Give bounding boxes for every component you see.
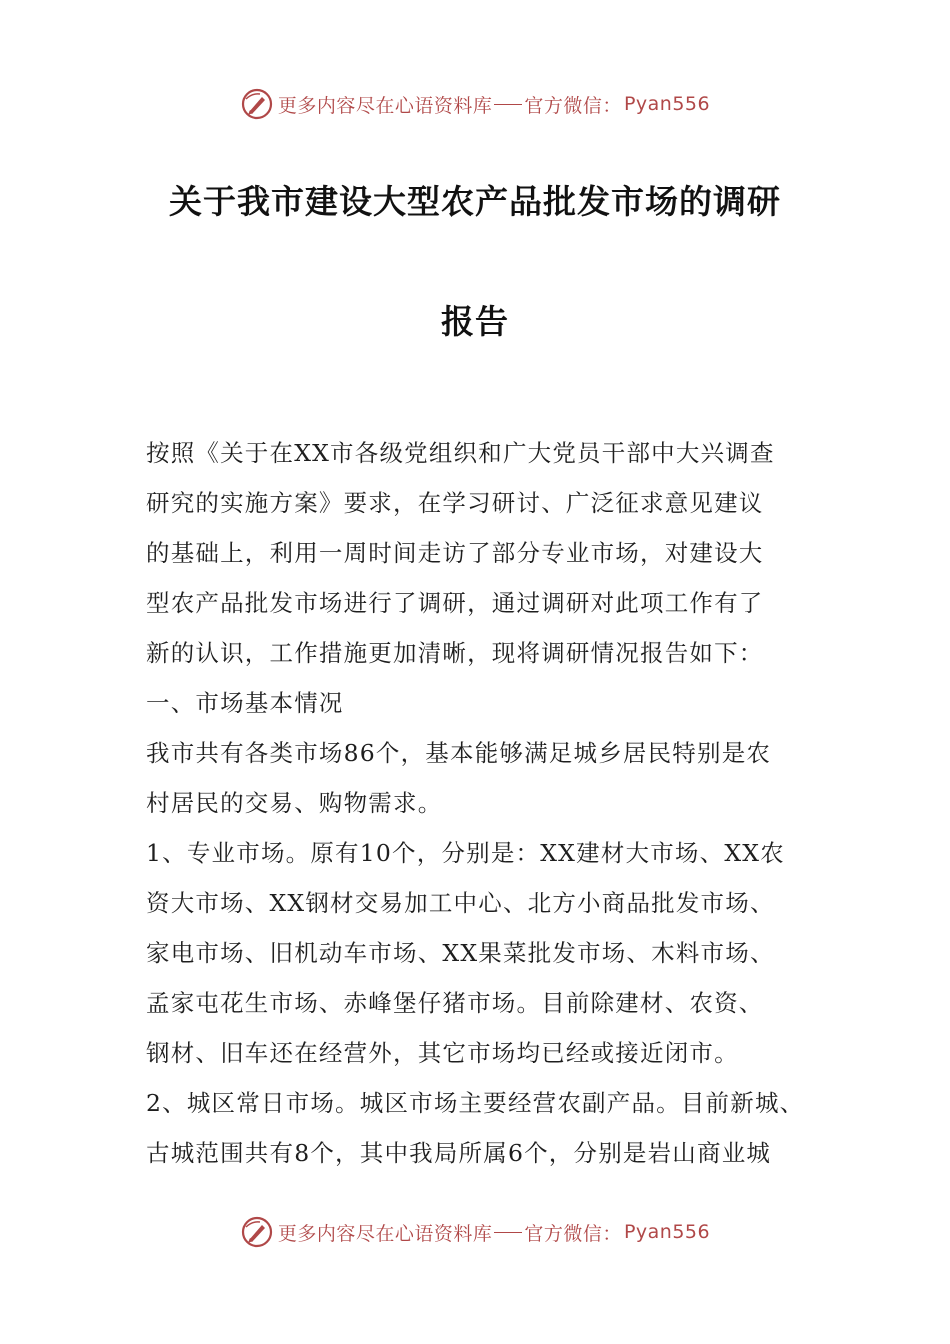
pen-logo-icon xyxy=(240,1215,274,1249)
body-line: 孟家屯花生市场、赤峰堡仔猪市场。目前除建材、农资、 xyxy=(146,989,764,1017)
watermark-suffix: 官方微信： xyxy=(524,1222,622,1245)
body-line: 村居民的交易、购物需求。 xyxy=(146,789,443,817)
body-line: 资大市场、XX钢材交易加工中心、北方小商品批发市场、 xyxy=(146,889,775,917)
watermark-footer xyxy=(0,1212,950,1252)
watermark-text: 更多内容尽在心语资料库 xyxy=(277,94,493,117)
body-line: 家电市场、旧机动车市场、XX果菜批发市场、木料市场、 xyxy=(146,939,775,967)
body-line: 按照《关于在XX市各级党组织和广大党员干部中大兴调查 xyxy=(146,439,775,467)
section-heading: 一、市场基本情况 xyxy=(146,689,344,717)
watermark-id: Pyan556 xyxy=(623,1221,711,1243)
watermark-dash xyxy=(494,1232,522,1233)
document-title-line-2: 报告 xyxy=(441,302,509,341)
body-line: 2、城区常日市场。城区市场主要经营农副产品。目前新城、 xyxy=(146,1089,805,1117)
watermark-id: Pyan556 xyxy=(623,93,711,115)
body-line: 新的认识，工作措施更加清晰，现将调研情况报告如下： xyxy=(146,639,764,667)
body-line: 1、专业市场。原有10个，分别是：XX建材大市场、XX农 xyxy=(146,839,785,867)
watermark-dash xyxy=(494,104,522,105)
document-title-line-1: 关于我市建设大型农产品批发市场的调研 xyxy=(169,182,781,221)
watermark-text: 更多内容尽在心语资料库 xyxy=(277,1222,493,1245)
watermark-suffix: 官方微信： xyxy=(524,94,622,117)
body-line: 的基础上，利用一周时间走访了部分专业市场，对建设大 xyxy=(146,539,764,567)
watermark-header xyxy=(0,84,950,124)
body-line: 我市共有各类市场86个，基本能够满足城乡居民特别是农 xyxy=(146,739,772,767)
body-line: 研究的实施方案》要求，在学习研讨、广泛征求意见建议 xyxy=(146,489,764,517)
body-line: 型农产品批发市场进行了调研，通过调研对此项工作有了 xyxy=(146,589,764,617)
document-body xyxy=(146,428,826,1178)
body-line: 古城范围共有8个，其中我局所属6个，分别是岩山商业城 xyxy=(146,1139,772,1167)
pen-logo-icon xyxy=(240,87,274,121)
body-line: 钢材、旧车还在经营外，其它市场均已经或接近闭市。 xyxy=(146,1039,739,1067)
